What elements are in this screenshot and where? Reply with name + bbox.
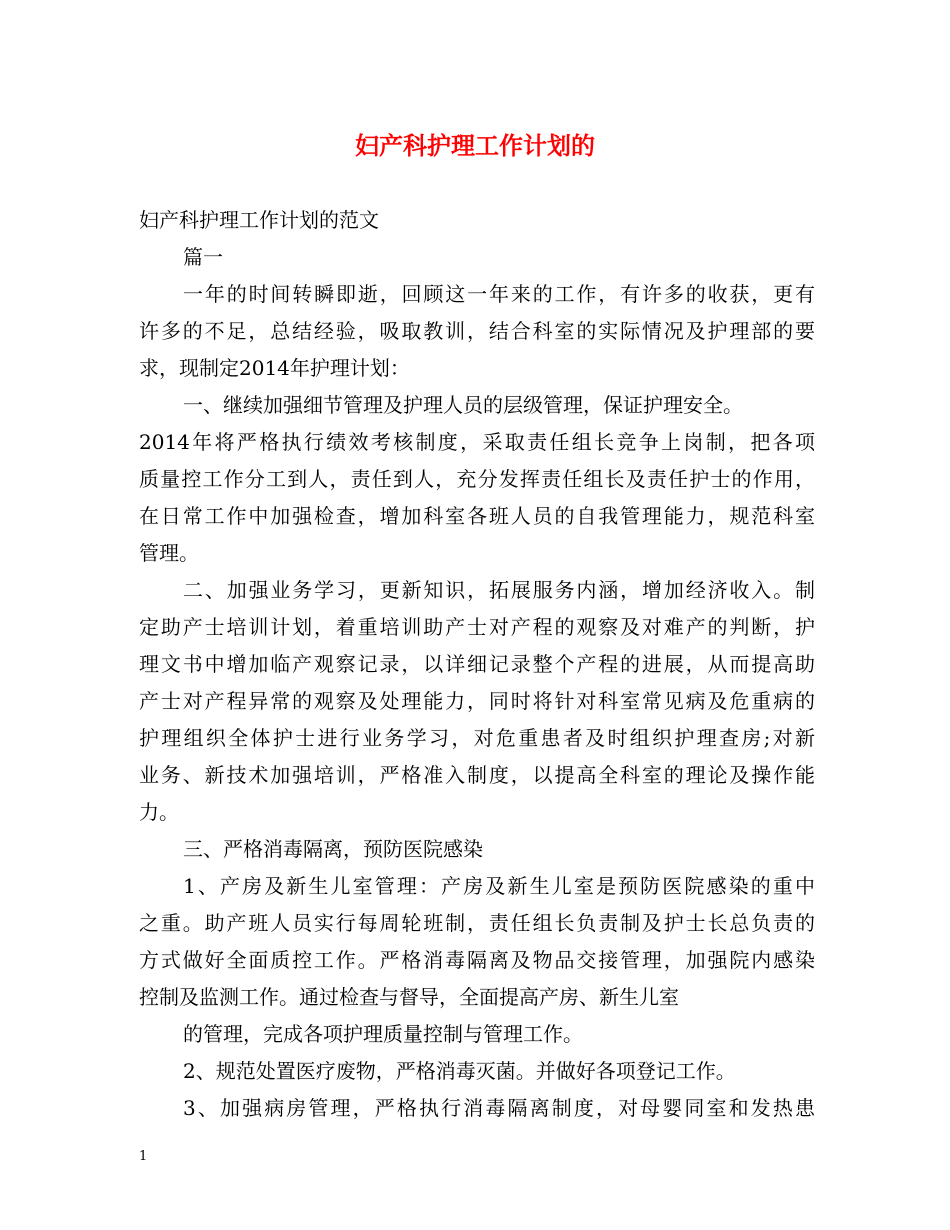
paragraph-line: 的管理，完成各项护理质量控制与管理工作。 [183,1022,583,1046]
paragraph-line: 三、严格消毒隔离，预防医院感染 [183,837,483,861]
paragraph-line: 1、产房及新生儿室管理：产房及新生儿室是预防医院感染的重中 [183,874,815,898]
section-heading: 篇一 [183,245,223,269]
paragraph-line: 2014年将严格执行绩效考核制度，采取责任组长竞争上岗制，把各项 [139,430,815,454]
paragraph-line: 一、继续加强细节管理及护理人员的层级管理，保证护理安全。 [183,393,743,417]
paragraph-line: 力。 [139,800,179,824]
paragraph-line: 业务、新技术加强培训，严格准入制度，以提高全科室的理论及操作能 [139,763,815,787]
paragraph-line: 定助产士培训计划，着重培训助产士对产程的观察及对难产的判断，护 [139,615,815,639]
paragraph-line: 管理。 [139,541,199,565]
paragraph-line: 在日常工作中加强检查，增加科室各班人员的自我管理能力，规范科室 [139,504,815,528]
paragraph-line: 质量控工作分工到人，责任到人，充分发挥责任组长及责任护士的作用， [139,467,815,491]
subtitle: 妇产科护理工作计划的范文 [139,208,379,232]
paragraph-line: 控制及监测工作。通过检查与督导，全面提高产房、新生儿室 [139,985,679,1009]
paragraph-line: 方式做好全面质控工作。严格消毒隔离及物品交接管理，加强院内感染 [139,948,815,972]
paragraph-line: 3、加强病房管理，严格执行消毒隔离制度，对母婴同室和发热患 [183,1096,815,1120]
document-title: 妇产科护理工作计划的 [355,131,595,160]
paragraph-line: 二、加强业务学习，更新知识，拓展服务内涵，增加经济收入。制 [183,578,815,602]
paragraph-line: 之重。助产班人员实行每周轮班制，责任组长负责制及护士长总负责的 [139,911,815,935]
page-number: 1 [139,1149,148,1164]
paragraph-line: 护理组织全体护士进行业务学习，对危重患者及时组织护理查房;对新 [139,726,815,750]
paragraph-line: 一年的时间转瞬即逝，回顾这一年来的工作，有许多的收获，更有 [183,282,815,306]
paragraph-line: 2、规范处置医疗废物，严格消毒灭菌。并做好各项登记工作。 [183,1059,736,1083]
paragraph-line: 理文书中增加临产观察记录，以详细记录整个产程的进展，从而提高助 [139,652,815,676]
paragraph-line: 求，现制定2014年护理计划： [139,356,410,380]
document-body [139,202,815,1127]
paragraph-line: 许多的不足，总结经验，吸取教训，结合科室的实际情况及护理部的要 [139,319,815,343]
paragraph-line: 产士对产程异常的观察及处理能力，同时将针对科室常见病及危重病的 [139,689,815,713]
